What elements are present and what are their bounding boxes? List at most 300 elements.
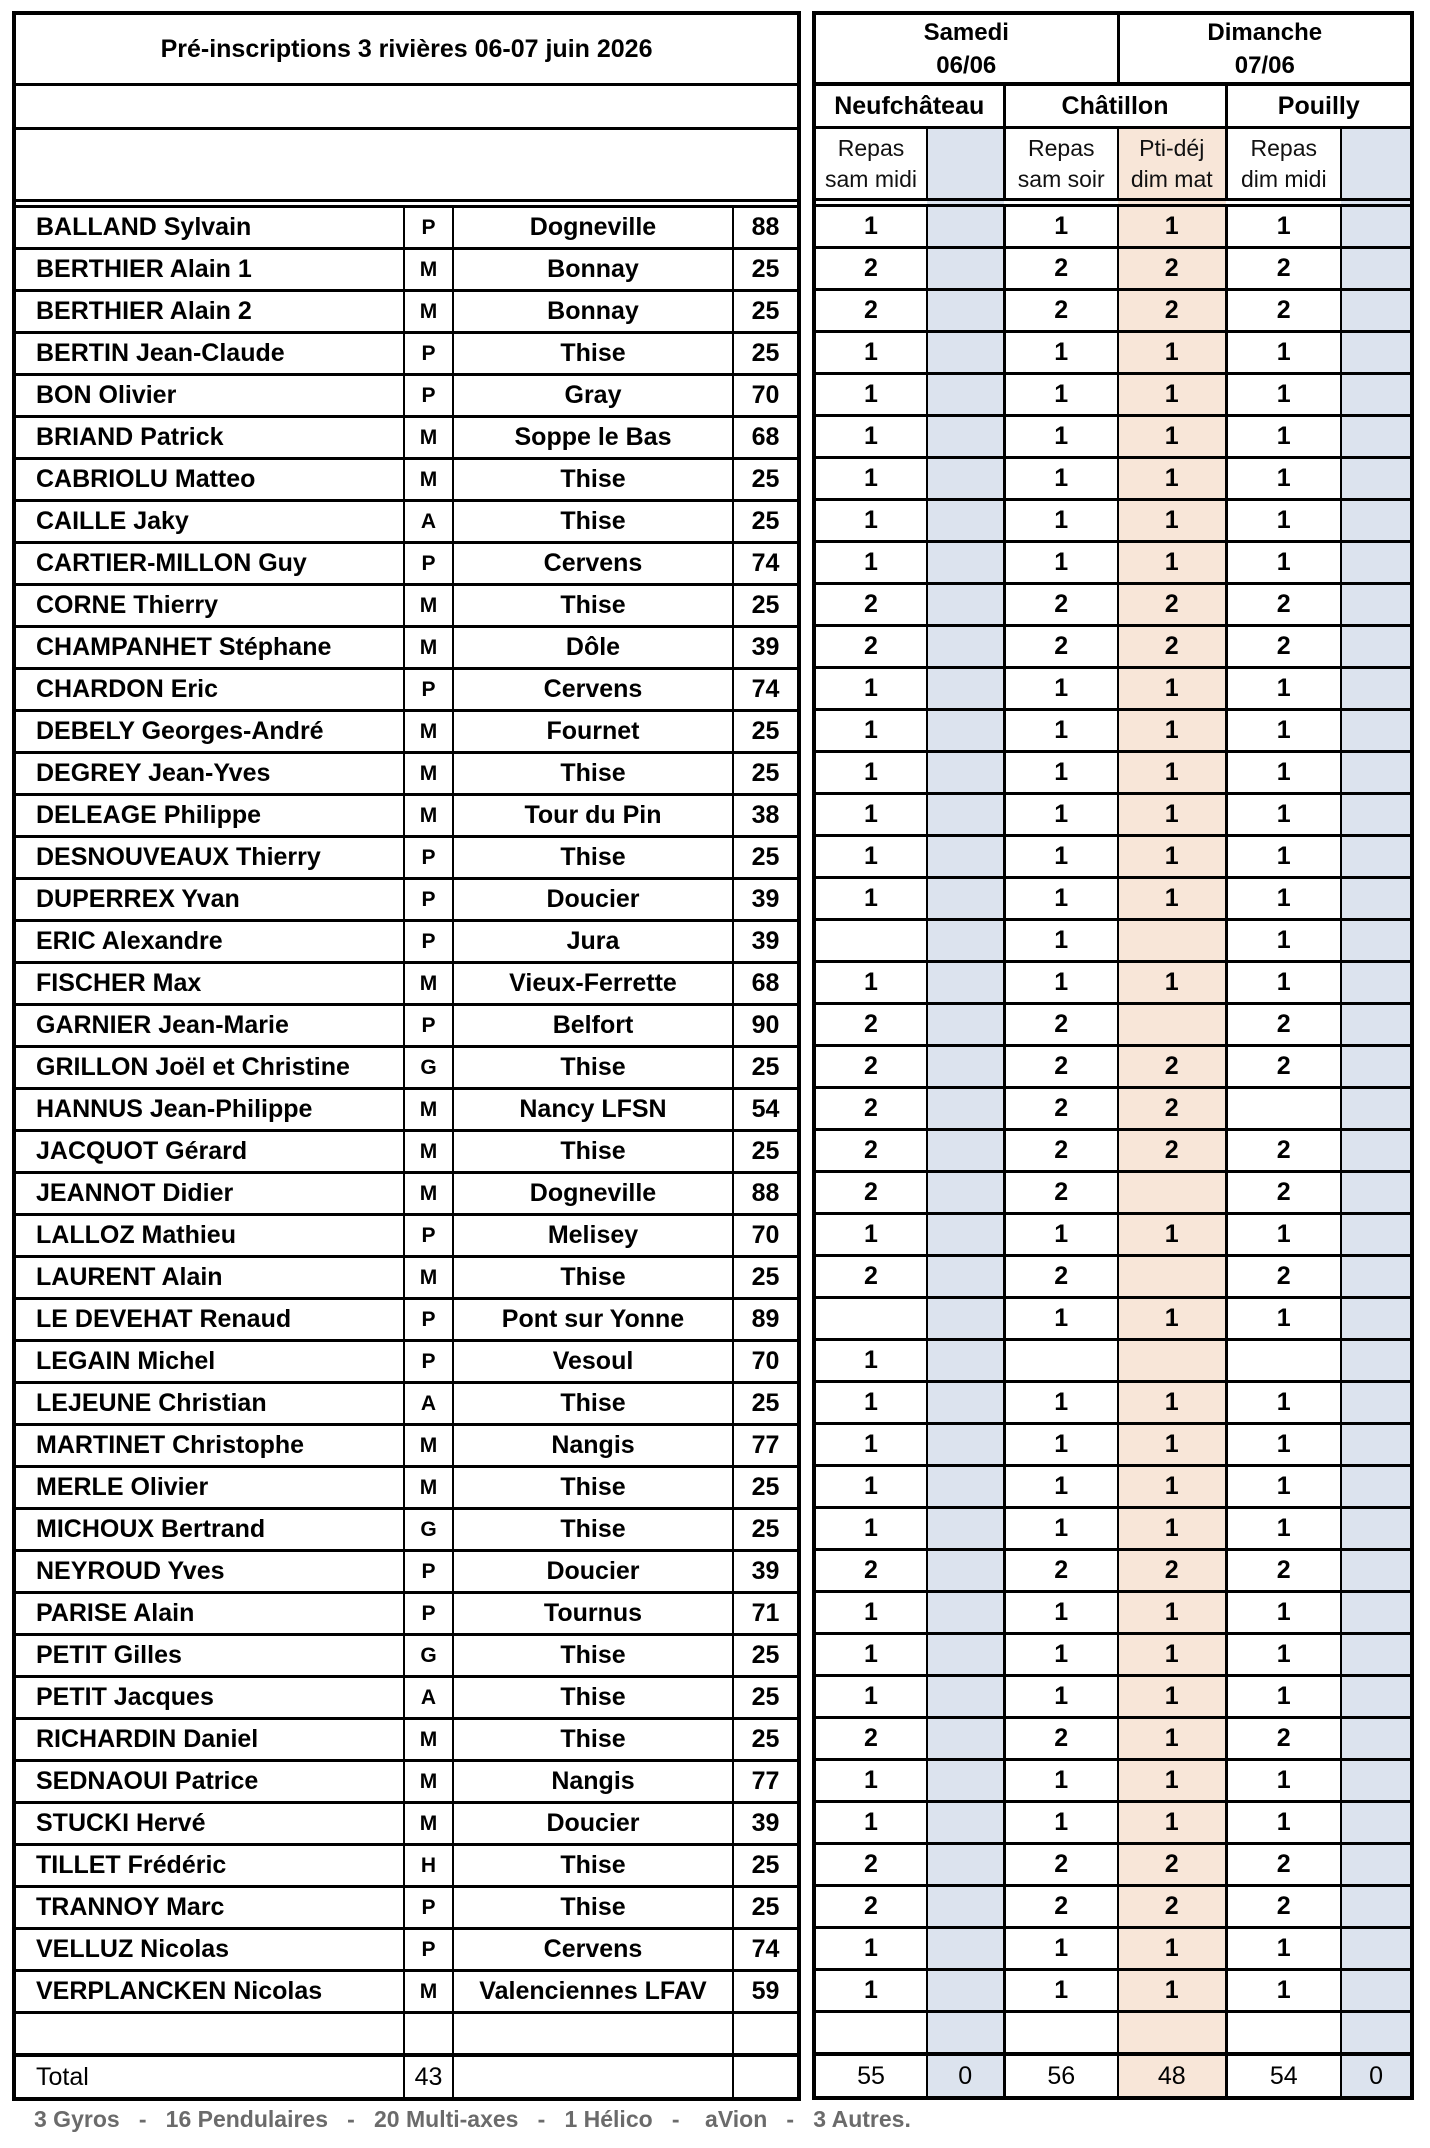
meal-count-sam-midi: 2 [814,1130,927,1172]
meal-count-blank-2 [1341,1046,1412,1088]
meal-row [814,1508,1412,1550]
meal-count-dim-mat: 1 [1118,1382,1226,1424]
table-row [14,963,799,1005]
meal-count-blank-1 [927,752,1004,794]
meal-count-blank-2 [1341,1508,1412,1550]
meal-count-blank-1 [927,1886,1004,1928]
city: Dogneville [453,1173,733,1215]
meal-count-sam-soir: 2 [1004,1844,1118,1886]
aircraft-type: P [404,837,453,879]
meal-count-dim-mat: 1 [1118,374,1226,416]
meal-count-dim-mat: 1 [1118,1928,1226,1970]
participant-name: DESNOUVEAUX Thierry [14,837,404,879]
meal-count-sam-midi: 2 [814,1718,927,1760]
meal-count-sam-midi: 1 [814,1340,927,1382]
city: Pont sur Yonne [453,1299,733,1341]
meal-count-dim-midi: 2 [1226,1172,1341,1214]
meal-count-dim-midi: 1 [1226,668,1341,710]
city: Fournet [453,711,733,753]
meal-count-blank-2 [1341,1844,1412,1886]
meal-count-sam-midi: 1 [814,542,927,584]
meal-count-dim-mat: 1 [1118,1718,1226,1760]
meal-row [814,1844,1412,1886]
meals-table [812,11,1414,2100]
empty-cell [814,2012,927,2055]
city: Cervens [453,1929,733,1971]
meal-count-dim-mat: 1 [1118,1508,1226,1550]
meal-count-sam-soir: 1 [1004,752,1118,794]
department: 25 [733,501,799,543]
meal-count-dim-midi: 2 [1226,584,1341,626]
meal-count-dim-midi: 2 [1226,1256,1341,1298]
meal-count-dim-midi: 1 [1226,1802,1341,1844]
header-blank-row [14,129,799,201]
aircraft-type: P [404,1551,453,1593]
participant-name: SEDNAOUI Patrice [14,1761,404,1803]
meal-count-sam-soir: 1 [1004,1970,1118,2012]
department: 25 [733,1719,799,1761]
participant-name: HANNUS Jean-Philippe [14,1089,404,1131]
meal-count-blank-2 [1341,1718,1412,1760]
participant-name: PARISE Alain [14,1593,404,1635]
meal-count-sam-midi: 1 [814,1382,927,1424]
meal-count-dim-midi: 2 [1226,1550,1341,1592]
meal-count-dim-mat [1118,1172,1226,1214]
meal-count-dim-mat: 1 [1118,1970,1226,2012]
aircraft-type: M [404,1719,453,1761]
meal-row [814,1004,1412,1046]
department: 25 [733,1047,799,1089]
meal-count-blank-2 [1341,1550,1412,1592]
meal-count-blank-1 [927,1928,1004,1970]
aircraft-type: M [404,249,453,291]
meal-count-blank-1 [927,1172,1004,1214]
table-row [14,1887,799,1929]
table-row [14,1173,799,1215]
department: 25 [733,1257,799,1299]
meal-count-sam-soir: 1 [1004,1298,1118,1340]
aircraft-type: M [404,963,453,1005]
meal-count-sam-midi: 2 [814,290,927,332]
aircraft-type: P [404,543,453,585]
meal-count-dim-midi: 2 [1226,248,1341,290]
participant-name: CAILLE Jaky [14,501,404,543]
city: Thise [453,1719,733,1761]
day-header-saturday [814,13,1118,84]
meal-count-sam-midi: 1 [814,1928,927,1970]
meal-count-blank-2 [1341,710,1412,752]
meal-count-blank-2 [1341,794,1412,836]
meal-count-sam-midi: 1 [814,962,927,1004]
department: 25 [733,1635,799,1677]
participant-name: VELLUZ Nicolas [14,1929,404,1971]
table-row [14,1005,799,1047]
table-row [14,1131,799,1173]
meal-count-dim-mat: 1 [1118,1592,1226,1634]
meal-count-dim-midi: 1 [1226,500,1341,542]
day-name: Dimanche [1207,18,1323,46]
meal-count-sam-midi: 1 [814,668,927,710]
participant-name: STUCKI Hervé [14,1803,404,1845]
meal-total-blank-1: 0 [927,2054,1004,2098]
department: 25 [733,1509,799,1551]
city: Doucier [453,1803,733,1845]
department: 39 [733,879,799,921]
city: Thise [453,1131,733,1173]
participant-name: RICHARDIN Daniel [14,1719,404,1761]
meal-count-dim-mat: 2 [1118,248,1226,290]
participant-name: GARNIER Jean-Marie [14,1005,404,1047]
meal-count-dim-mat: 1 [1118,794,1226,836]
participant-name: ERIC Alexandre [14,921,404,963]
table-row [14,1215,799,1257]
meal-count-blank-2 [1341,584,1412,626]
meal-count-sam-soir: 2 [1004,290,1118,332]
aircraft-type: M [404,417,453,459]
meal-count-sam-soir: 1 [1004,206,1118,248]
meal-count-sam-soir: 1 [1004,1676,1118,1718]
meal-row [814,1802,1412,1844]
meal-total-dim-mat: 48 [1118,2054,1226,2098]
table-row [14,375,799,417]
aircraft-type: A [404,1677,453,1719]
city: Thise [453,1509,733,1551]
meal-count-sam-midi: 1 [814,1802,927,1844]
meal-count-sam-midi: 1 [814,878,927,920]
department: 25 [733,1383,799,1425]
city: Thise [453,1467,733,1509]
meal-count-sam-midi: 1 [814,1592,927,1634]
meal-count-dim-midi: 1 [1226,1970,1341,2012]
meal-count-blank-1 [927,1340,1004,1382]
aircraft-type: M [404,1761,453,1803]
meal-row [814,1970,1412,2012]
meal-count-blank-1 [927,1970,1004,2012]
meal-row [814,1298,1412,1340]
table-row [14,459,799,501]
meal-count-sam-soir: 1 [1004,1634,1118,1676]
meal-row [814,1886,1412,1928]
aircraft-type: M [404,711,453,753]
meal-count-sam-soir: 2 [1004,584,1118,626]
meal-header-sam-midi: Repas sam midi [814,128,927,200]
meal-row [814,1172,1412,1214]
meal-count-dim-mat: 1 [1118,668,1226,710]
aircraft-type: A [404,501,453,543]
participant-name: DEGREY Jean-Yves [14,753,404,795]
table-row [14,1929,799,1971]
meal-count-blank-2 [1341,1466,1412,1508]
department: 54 [733,1089,799,1131]
participant-name: CHAMPANHET Stéphane [14,627,404,669]
meal-count-blank-2 [1341,1802,1412,1844]
participant-name: TRANNOY Marc [14,1887,404,1929]
participant-name: DELEAGE Philippe [14,795,404,837]
meal-count-dim-midi: 1 [1226,1676,1341,1718]
meal-row [814,500,1412,542]
meal-count-blank-1 [927,1004,1004,1046]
meal-count-blank-1 [927,1760,1004,1802]
meal-count-dim-mat: 1 [1118,1760,1226,1802]
participant-name: DEBELY Georges-André [14,711,404,753]
place-header-neufchateau: Neufchâteau [814,84,1004,128]
meal-count-blank-1 [927,206,1004,248]
participant-name: BERTHIER Alain 2 [14,291,404,333]
meal-row [814,1634,1412,1676]
aircraft-type: P [404,375,453,417]
meal-count-blank-1 [927,1466,1004,1508]
meal-count-blank-1 [927,1508,1004,1550]
meal-count-dim-midi: 1 [1226,920,1341,962]
city: Belfort [453,1005,733,1047]
meal-count-sam-soir: 1 [1004,836,1118,878]
city: Thise [453,585,733,627]
meal-count-sam-soir: 1 [1004,332,1118,374]
empty-cell [404,2013,453,2056]
table-row [14,669,799,711]
department: 25 [733,1677,799,1719]
meal-count-sam-soir: 2 [1004,1004,1118,1046]
meal-row [814,836,1412,878]
meal-count-sam-midi: 1 [814,374,927,416]
aircraft-type: M [404,795,453,837]
meal-count-blank-2 [1341,1172,1412,1214]
meal-count-dim-mat [1118,920,1226,962]
meal-count-sam-soir: 1 [1004,542,1118,584]
meal-count-dim-mat: 2 [1118,1046,1226,1088]
meal-row [814,248,1412,290]
meal-count-sam-soir: 1 [1004,1508,1118,1550]
meal-row [814,1214,1412,1256]
meal-count-blank-2 [1341,1424,1412,1466]
table-row [14,1803,799,1845]
meal-count-sam-soir: 1 [1004,1928,1118,1970]
participant-name: BON Olivier [14,375,404,417]
page-title: Pré-inscriptions 3 rivières 06-07 juin 2026 [14,13,799,85]
participant-name: MERLE Olivier [14,1467,404,1509]
table-row [14,1761,799,1803]
city: Valenciennes LFAV [453,1971,733,2013]
meal-count-sam-soir: 1 [1004,668,1118,710]
meal-row [814,668,1412,710]
department: 25 [733,1845,799,1887]
meal-count-blank-1 [927,248,1004,290]
meal-row [814,290,1412,332]
total-label: Total [14,2055,404,2099]
meal-count-blank-1 [927,836,1004,878]
table-row [14,1341,799,1383]
city: Nangis [453,1761,733,1803]
meal-count-blank-2 [1341,1592,1412,1634]
aircraft-type: G [404,1047,453,1089]
meal-row [814,458,1412,500]
meal-count-sam-midi: 2 [814,1172,927,1214]
meal-count-dim-mat: 2 [1118,584,1226,626]
meal-row [814,794,1412,836]
meal-count-sam-midi: 1 [814,1634,927,1676]
department: 68 [733,417,799,459]
participant-name: LALLOZ Mathieu [14,1215,404,1257]
meal-count-sam-midi: 1 [814,206,927,248]
city: Thise [453,1383,733,1425]
meal-count-blank-1 [927,458,1004,500]
meal-count-blank-2 [1341,374,1412,416]
department: 38 [733,795,799,837]
meal-count-sam-midi: 2 [814,1046,927,1088]
meal-count-dim-midi: 2 [1226,1718,1341,1760]
meal-count-sam-soir: 1 [1004,920,1118,962]
aircraft-type: M [404,1803,453,1845]
meal-row [814,1928,1412,1970]
meal-count-sam-midi [814,920,927,962]
meal-count-blank-1 [927,1844,1004,1886]
city: Thise [453,333,733,375]
department: 39 [733,1803,799,1845]
meal-count-blank-1 [927,1802,1004,1844]
city: Thise [453,1677,733,1719]
meal-count-sam-soir: 1 [1004,500,1118,542]
table-row [14,417,799,459]
city: Melisey [453,1215,733,1257]
aircraft-type: M [404,1467,453,1509]
empty-cell [733,2013,799,2056]
aircraft-type: P [404,1215,453,1257]
city: Thise [453,459,733,501]
meal-count-dim-mat: 2 [1118,1130,1226,1172]
meal-row [814,332,1412,374]
meal-count-dim-midi: 1 [1226,1508,1341,1550]
participant-name: MICHOUX Bertrand [14,1509,404,1551]
aircraft-type: P [404,1929,453,1971]
meal-count-dim-mat: 1 [1118,416,1226,458]
meal-count-blank-1 [927,1046,1004,1088]
department: 25 [733,1131,799,1173]
meal-count-sam-soir: 1 [1004,458,1118,500]
table-row [14,1845,799,1887]
meal-count-sam-soir: 2 [1004,1172,1118,1214]
participant-name: DUPERREX Yvan [14,879,404,921]
meal-row [814,374,1412,416]
meal-count-sam-midi [814,1298,927,1340]
meal-count-dim-mat: 2 [1118,626,1226,668]
aircraft-type: M [404,627,453,669]
day-date: 06/06 [936,51,997,79]
table-row [14,1551,799,1593]
total-blank [733,2055,799,2099]
meal-count-blank-1 [927,1676,1004,1718]
meal-count-sam-midi: 2 [814,1844,927,1886]
meal-row [814,752,1412,794]
meal-row [814,920,1412,962]
meal-count-blank-1 [927,1256,1004,1298]
city: Doucier [453,1551,733,1593]
meal-count-dim-mat: 1 [1118,500,1226,542]
place-header-chatillon: Châtillon [1004,84,1226,128]
department: 70 [733,375,799,417]
meal-row [814,584,1412,626]
city: Vesoul [453,1341,733,1383]
department: 90 [733,1005,799,1047]
aircraft-type: P [404,1593,453,1635]
meal-count-dim-midi [1226,1088,1341,1130]
meal-row [814,206,1412,248]
participant-name: CABRIOLU Matteo [14,459,404,501]
city: Thise [453,1047,733,1089]
participant-name: CHARDON Eric [14,669,404,711]
meal-header-sam-soir: Repas sam soir [1004,128,1118,200]
meal-count-sam-midi: 1 [814,1424,927,1466]
department: 25 [733,1467,799,1509]
meal-count-blank-2 [1341,920,1412,962]
participant-name: BRIAND Patrick [14,417,404,459]
table-row [14,627,799,669]
meal-count-sam-soir: 1 [1004,1466,1118,1508]
meal-count-blank-1 [927,374,1004,416]
participant-name: BERTIN Jean-Claude [14,333,404,375]
department: 25 [733,333,799,375]
table-row [14,1509,799,1551]
department: 39 [733,1551,799,1593]
department: 71 [733,1593,799,1635]
meal-count-sam-soir: 1 [1004,1424,1118,1466]
department: 25 [733,249,799,291]
meal-count-blank-1 [927,626,1004,668]
table-row [14,921,799,963]
meal-row [814,1592,1412,1634]
meal-total-sam-midi: 55 [814,2054,927,2098]
meal-count-sam-midi: 2 [814,1886,927,1928]
meal-count-blank-2 [1341,290,1412,332]
meal-total-row [814,2054,1412,2098]
meal-header-blank [1341,128,1412,200]
department: 59 [733,1971,799,2013]
meal-count-blank-1 [927,1592,1004,1634]
meal-total-blank-2: 0 [1341,2054,1412,2098]
header-blank-row [14,85,799,129]
day-header-sunday [1118,13,1412,84]
aircraft-type: M [404,1131,453,1173]
city: Thise [453,753,733,795]
meal-count-dim-midi: 1 [1226,1592,1341,1634]
meal-count-sam-soir: 1 [1004,794,1118,836]
meal-row [814,1046,1412,1088]
department: 39 [733,921,799,963]
department: 89 [733,1299,799,1341]
meal-count-dim-mat: 1 [1118,1802,1226,1844]
department: 88 [733,1173,799,1215]
empty-cell [1118,2012,1226,2055]
meal-count-dim-mat: 1 [1118,1634,1226,1676]
meal-count-sam-soir: 1 [1004,1760,1118,1802]
table-row [14,249,799,291]
meal-count-dim-midi: 1 [1226,416,1341,458]
meal-count-dim-mat: 2 [1118,1844,1226,1886]
aircraft-type: G [404,1509,453,1551]
meal-row [814,1760,1412,1802]
aircraft-type: H [404,1845,453,1887]
table-row [14,1425,799,1467]
meal-count-dim-midi: 1 [1226,374,1341,416]
city: Cervens [453,669,733,711]
meal-count-dim-midi: 2 [1226,290,1341,332]
meal-count-blank-2 [1341,1886,1412,1928]
meal-row [814,1088,1412,1130]
meal-row [814,626,1412,668]
meal-count-blank-1 [927,1718,1004,1760]
meal-count-sam-soir: 1 [1004,1214,1118,1256]
meal-count-dim-midi: 1 [1226,836,1341,878]
meal-count-dim-midi: 1 [1226,794,1341,836]
